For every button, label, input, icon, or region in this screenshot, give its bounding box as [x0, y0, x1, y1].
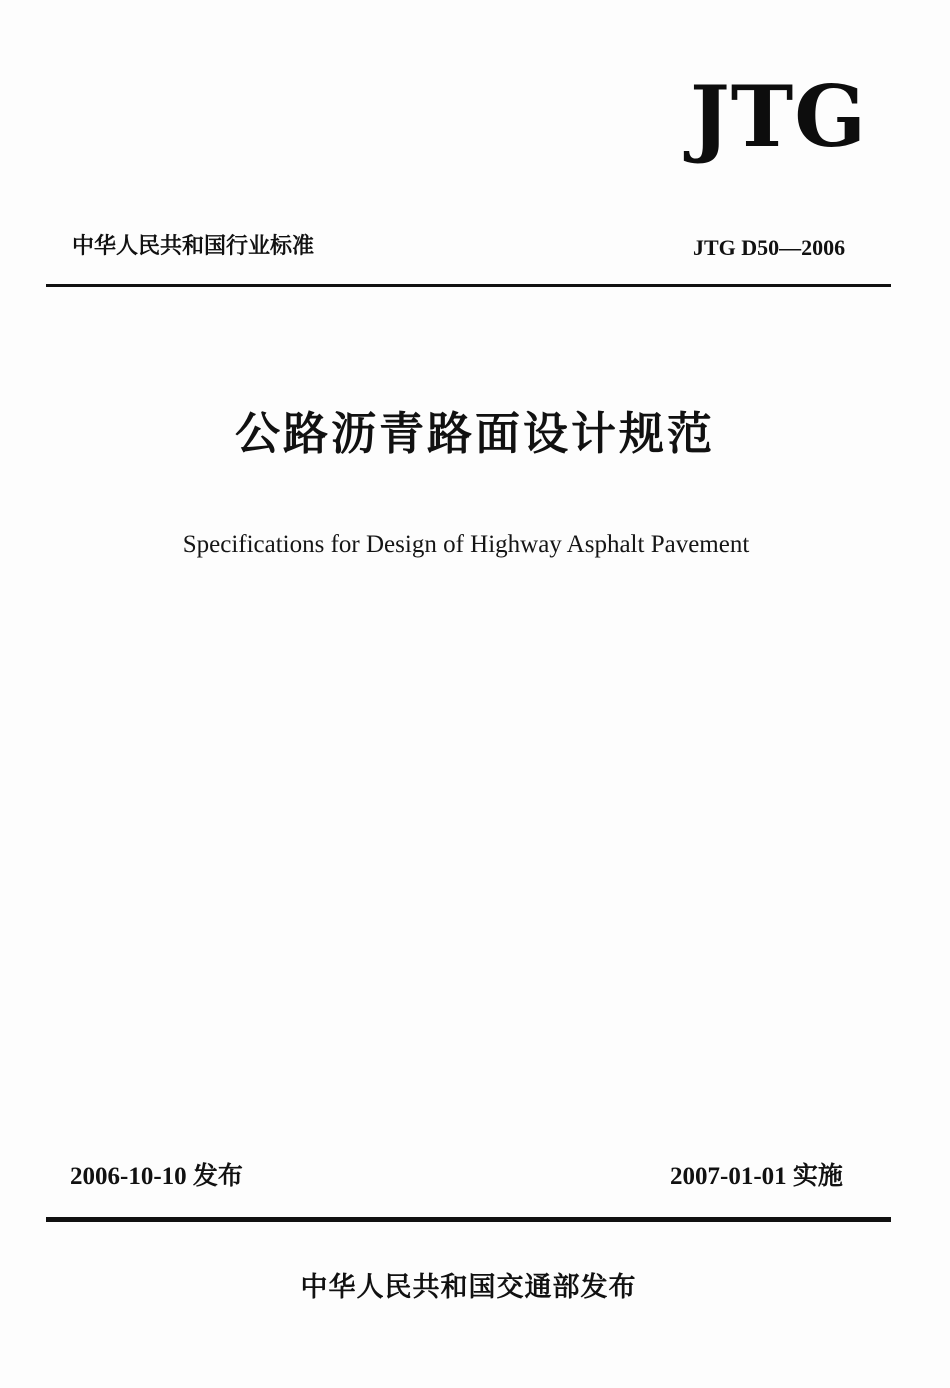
publisher: 中华人民共和国交通部发布 [300, 1272, 637, 1303]
top-divider [46, 284, 891, 287]
jtg-logo-text: JTG [690, 67, 867, 166]
bottom-divider [46, 1217, 891, 1222]
issue-date: 2006-10-10 发布 [70, 1163, 243, 1190]
standard-code: JTG D50—2006 [693, 235, 846, 260]
effective-date: 2007-01-01 实施 [670, 1163, 843, 1190]
page-title-english: Specifications for Design of Highway Asphalt Pavement [182, 531, 750, 558]
standard-category: 中华人民共和国行业标准 [72, 234, 315, 259]
page-title-chinese: 公路沥青路面设计规范 [234, 407, 715, 460]
